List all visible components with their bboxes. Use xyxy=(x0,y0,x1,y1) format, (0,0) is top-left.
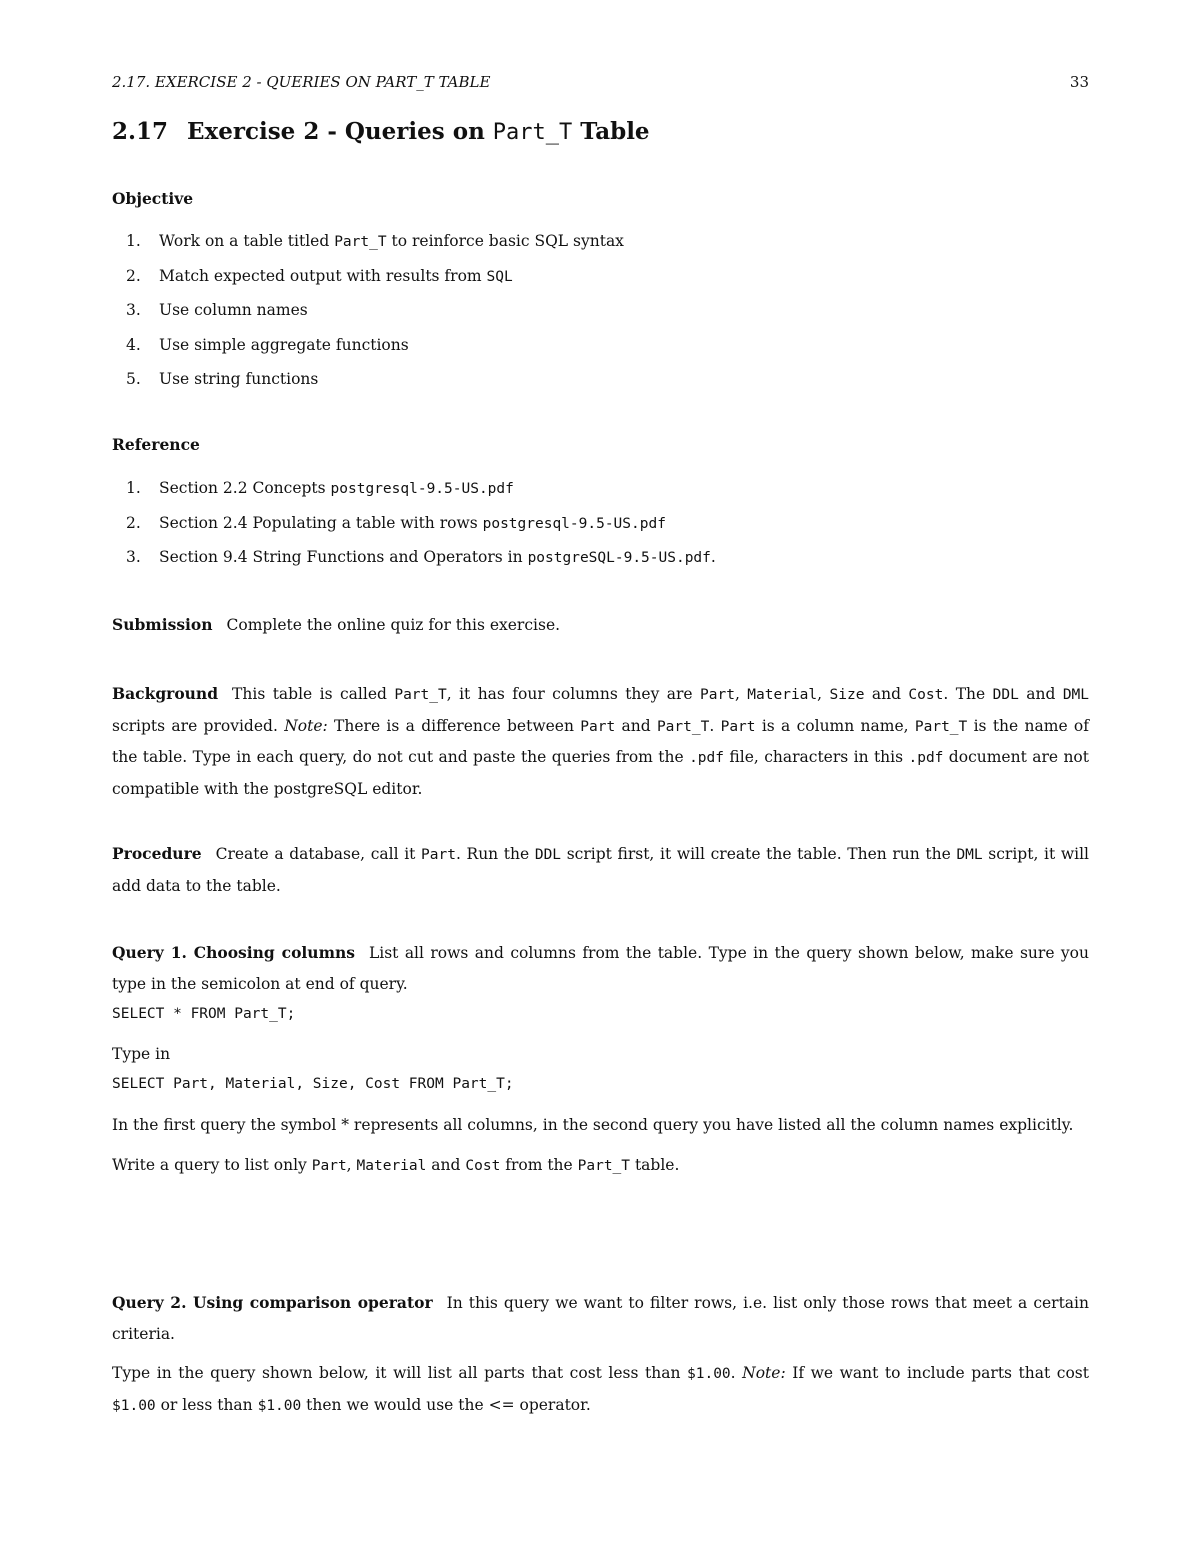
code-run: Part_T xyxy=(394,687,447,703)
note-label: Note: xyxy=(742,1364,786,1382)
query1-heading: Query 1. Choosing columns xyxy=(112,943,355,962)
text-run: , xyxy=(346,1156,357,1174)
text-run: This table is called xyxy=(232,685,395,703)
item-number: 4. xyxy=(126,335,141,354)
text-run: is the name of the table. Type in each query, do not cut and paste the queries from the xyxy=(112,716,1089,766)
text-run: scripts are provided. xyxy=(112,716,285,735)
list-item xyxy=(112,230,624,265)
item-number: 5. xyxy=(126,370,141,388)
submission-paragraph xyxy=(112,610,1089,641)
item-text: Match expected output with results from xyxy=(159,266,487,285)
reference-list xyxy=(112,477,716,581)
code-run: Material xyxy=(747,687,818,703)
star-symbol: * xyxy=(341,1116,349,1134)
code-run: Part_T xyxy=(914,718,968,735)
code-run: Material xyxy=(356,1158,427,1174)
text-run: Type in the query shown below, it will list all parts that cost less than xyxy=(112,1364,688,1382)
item-text: . xyxy=(710,548,716,566)
text-run: , xyxy=(734,685,748,703)
list-item xyxy=(112,368,624,403)
text-run: and xyxy=(1018,685,1063,703)
code-run: DDL xyxy=(992,687,1019,703)
running-head xyxy=(112,73,1089,95)
code-run: .pdf xyxy=(689,750,724,766)
item-text: Use column names xyxy=(159,301,308,319)
list-item xyxy=(112,265,624,300)
submission-heading: Submission xyxy=(112,615,213,634)
item-code: postgresql-9.5-US.pdf xyxy=(330,481,514,497)
item-number: 2. xyxy=(126,513,141,532)
text-run: and xyxy=(864,685,909,703)
list-item xyxy=(112,334,624,369)
note-label: Note: xyxy=(284,716,328,735)
code-run: DML xyxy=(956,847,983,863)
section-title xyxy=(112,118,650,145)
submission-text: Complete the online quiz for this exercise. xyxy=(226,616,561,634)
text-run: table. xyxy=(630,1156,680,1174)
text-run: file, characters in this xyxy=(724,748,909,766)
query1-intro: List all rows and columns from the table. Type in the query shown below, make sure you type in the semicolon at end of query. xyxy=(112,944,1089,993)
query1-paragraph xyxy=(112,938,1089,999)
objective-heading: Objective xyxy=(112,189,194,208)
query2-paragraph xyxy=(112,1288,1089,1349)
text-run: and xyxy=(615,716,657,735)
code-run: Part xyxy=(700,687,735,703)
item-number: 2. xyxy=(126,266,141,285)
section-title-code: Part_T xyxy=(492,120,573,145)
text-run: document are not compatible with the postgreSQL editor. xyxy=(112,748,1089,798)
code-run: .pdf xyxy=(908,750,944,766)
text-run: . The xyxy=(943,685,993,703)
text-run: . xyxy=(709,716,721,735)
code-run: Size xyxy=(829,687,865,703)
code-run: DML xyxy=(1062,687,1090,703)
text-run: is a column name, xyxy=(755,716,915,735)
query2-intro: In this query we want to filter rows, i.e. list only those rows that meet a certain criteria. xyxy=(112,1294,1089,1343)
procedure-paragraph xyxy=(112,839,1089,901)
text-run: . Run the xyxy=(455,845,535,863)
text-run: and xyxy=(426,1156,466,1174)
item-text: Section 9.4 String Functions and Operators in xyxy=(159,548,528,566)
item-text: Work on a table titled xyxy=(159,232,335,250)
text-run: , xyxy=(817,685,830,703)
query1-task xyxy=(112,1154,679,1177)
item-text: Section 2.4 Populating a table with rows xyxy=(159,513,483,532)
text-run: operator. xyxy=(514,1395,591,1414)
code-run: Part xyxy=(421,847,456,863)
item-code: SQL xyxy=(486,268,513,285)
code-run: Part xyxy=(580,718,616,735)
text-run: There is a difference between xyxy=(327,716,581,735)
item-code: Part_T xyxy=(334,234,387,250)
text-run: or less than xyxy=(155,1395,258,1414)
section-title-suffix: Table xyxy=(572,118,650,145)
text-run: script, it will add data to the table. xyxy=(112,845,1089,895)
operator: <= xyxy=(488,1395,515,1414)
text-run: , it has four columns they are xyxy=(446,685,701,703)
code-run: Part_T xyxy=(577,1158,631,1174)
query1-explanation xyxy=(112,1114,1073,1136)
section-title-prefix: Exercise 2 - Queries on xyxy=(187,118,493,145)
code-run: $1.00 xyxy=(257,1397,302,1414)
list-item xyxy=(112,546,716,581)
text-run: represents all columns, in the second query you have listed all the column names explicitly. xyxy=(348,1116,1074,1134)
procedure-heading: Procedure xyxy=(112,844,202,863)
running-title: 2.17. EXERCISE 2 - QUERIES ON PART_T TABLE xyxy=(112,73,491,91)
query2-instructions xyxy=(112,1358,1089,1421)
item-text: Section 2.2 Concepts xyxy=(159,479,331,497)
reference-heading: Reference xyxy=(112,435,200,454)
item-number: 3. xyxy=(126,301,141,319)
text-run: . xyxy=(730,1364,743,1382)
item-number: 1. xyxy=(126,232,141,250)
query1-sql-all: SELECT * FROM Part_T; xyxy=(112,1006,296,1022)
code-run: $1.00 xyxy=(112,1397,156,1414)
code-run: DDL xyxy=(534,847,562,863)
background-paragraph xyxy=(112,679,1089,804)
code-run: Cost xyxy=(465,1158,501,1174)
text-run: script first, it will create the table. Then run the xyxy=(561,845,957,863)
code-run: Cost xyxy=(908,687,944,703)
text-run: If we want to include parts that cost xyxy=(785,1364,1089,1382)
item-text: Use simple aggregate functions xyxy=(159,335,409,354)
query2-heading: Query 2. Using comparison operator xyxy=(112,1293,433,1312)
item-text: Use string functions xyxy=(159,370,319,388)
text-run: Create a database, call it xyxy=(215,845,422,863)
code-run: $1.00 xyxy=(687,1366,731,1382)
page-number: 33 xyxy=(1069,73,1089,91)
list-item xyxy=(112,477,716,512)
text-run: Write a query to list only xyxy=(112,1156,312,1174)
text-run: then we would use the xyxy=(301,1395,489,1414)
section-number: 2.17 xyxy=(112,118,169,145)
text-run: from the xyxy=(500,1156,578,1174)
background-heading: Background xyxy=(112,684,219,703)
query1-type-in: Type in xyxy=(112,1045,171,1063)
code-run: Part xyxy=(311,1158,347,1174)
list-item xyxy=(112,299,624,334)
item-code: postgreSQL-9.5-US.pdf xyxy=(527,550,711,566)
text-run: In the first query the symbol xyxy=(112,1116,342,1134)
query1-sql-columns: SELECT Part, Material, Size, Cost FROM Part_T; xyxy=(112,1076,514,1092)
code-run: Part_T xyxy=(656,718,710,735)
item-text: to reinforce basic SQL syntax xyxy=(386,232,624,250)
item-number: 3. xyxy=(126,548,141,566)
item-number: 1. xyxy=(126,479,141,497)
code-run: Part xyxy=(720,718,756,735)
item-code: postgresql-9.5-US.pdf xyxy=(482,515,666,532)
objective-list xyxy=(112,230,624,403)
list-item xyxy=(112,512,716,547)
